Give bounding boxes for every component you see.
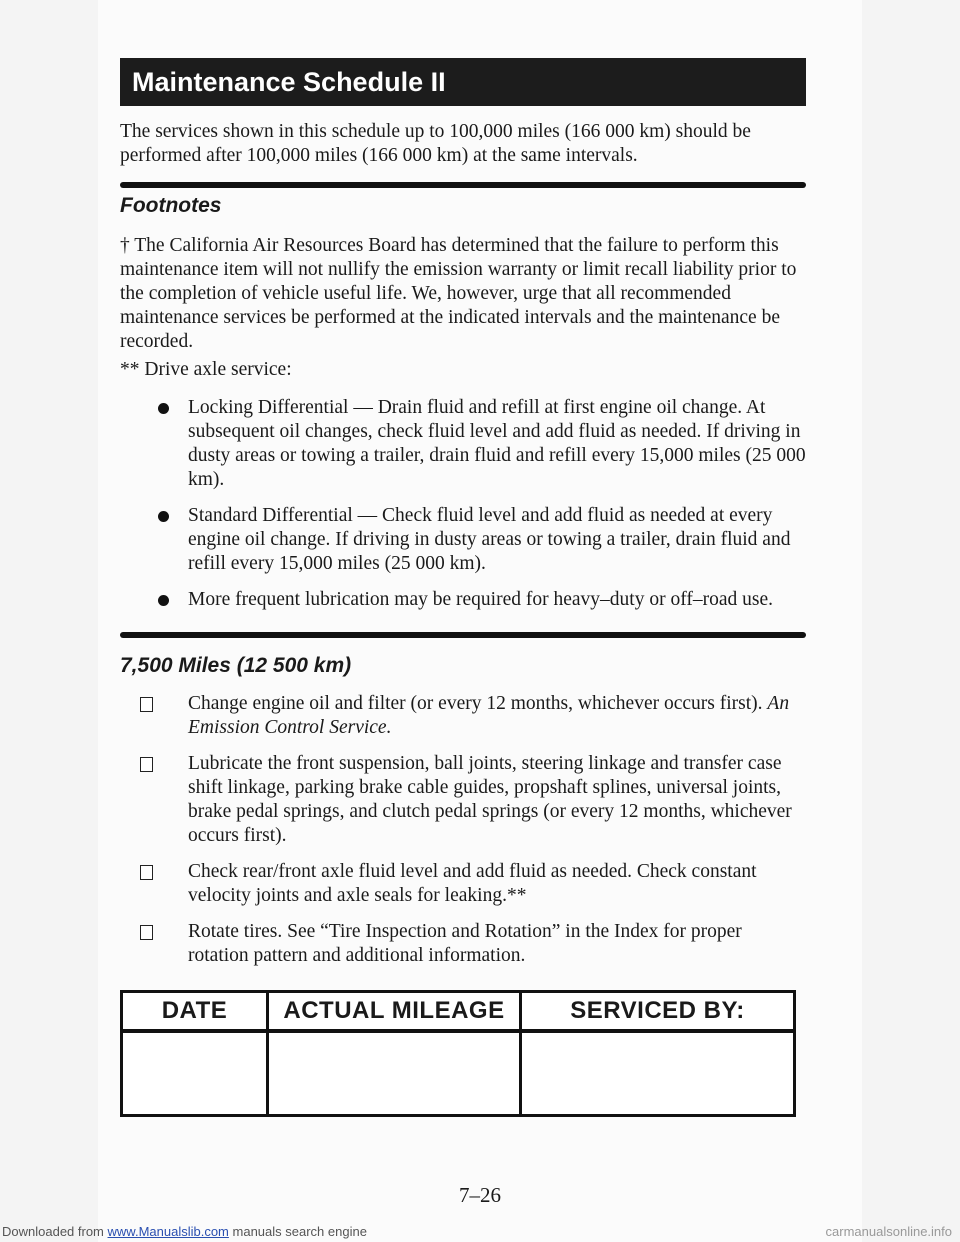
bullet-icon bbox=[158, 403, 169, 414]
checkbox-icon bbox=[140, 697, 153, 712]
bullet-icon bbox=[158, 511, 169, 522]
intro-paragraph: The services shown in this schedule up to 100,000 miles (166 000 km) should be performed after 100,000 miles (166 000 km) at the same intervals. bbox=[120, 121, 751, 166]
download-source bbox=[2, 1224, 367, 1239]
footer-suffix: manuals search engine bbox=[232, 1224, 367, 1239]
list-item bbox=[156, 504, 806, 576]
drive-axle-heading: ** Drive axle service: bbox=[120, 359, 292, 380]
bullet-text: Locking Differential — Drain fluid and refill at first engine oil change. At subsequent oil changes, check fluid level and add fluid as needed. If driving in dusty areas or towing a trailer, drain fluid and refill every 15,000 miles (25 000 km). bbox=[188, 397, 806, 490]
interval-heading: 7,500 Miles (12 500 km) bbox=[120, 654, 352, 677]
checklist-text: Check rear/front axle fluid level and add fluid as needed. Check constant velocity joints and axle seals for leaking.** bbox=[188, 861, 757, 906]
bullet-text: More frequent lubrication may be required for heavy–duty or off–road use. bbox=[188, 589, 773, 610]
serviced-by-cell bbox=[521, 1031, 795, 1116]
section-divider bbox=[120, 632, 806, 638]
bullet-icon bbox=[158, 595, 169, 606]
manualslib-link[interactable]: www.Manualslib.com bbox=[107, 1224, 229, 1239]
service-log-table bbox=[120, 990, 796, 1117]
mileage-column-header: ACTUAL MILEAGE bbox=[268, 992, 521, 1032]
download-footer bbox=[0, 1222, 960, 1242]
footnotes-heading: Footnotes bbox=[120, 194, 222, 217]
list-item bbox=[156, 396, 806, 492]
checkbox-icon bbox=[140, 925, 153, 940]
page-number: 7–26 bbox=[459, 1183, 501, 1207]
checklist-text: Rotate tires. See “Tire Inspection and Rotation” in the Index for proper rotation pattern and additional information. bbox=[188, 921, 742, 966]
dagger-footnote: † The California Air Resources Board has determined that the failure to perform this maintenance item will not nullify the emission warranty or limit recall liability prior to the completion of vehicle useful life. We, however, urge that all recommended maintenance services be performed at the indicated intervals and the maintenance be recorded. bbox=[120, 235, 797, 352]
checklist-text: Lubricate the front suspension, ball joints, steering linkage and transfer case shift linkage, parking brake cable guides, propshaft splines, universal joints, brake pedal springs, and clutch pedal springs (or every 12 months, whichever occurs first). bbox=[188, 753, 792, 846]
checklist-item bbox=[130, 752, 802, 848]
checkbox-icon bbox=[140, 865, 153, 880]
table-header-row bbox=[122, 992, 795, 1032]
serviced-by-column-header: SERVICED BY: bbox=[521, 992, 795, 1032]
checklist-text: Change engine oil and filter (or every 12 months, whichever occurs first). bbox=[188, 693, 763, 714]
date-column-header: DATE bbox=[122, 992, 268, 1032]
table-row bbox=[122, 1031, 795, 1116]
drive-axle-list bbox=[156, 396, 806, 624]
section-divider bbox=[120, 182, 806, 188]
date-cell bbox=[122, 1031, 268, 1116]
watermark: carmanualsonline.info bbox=[825, 1224, 952, 1239]
maintenance-checklist bbox=[130, 692, 802, 980]
checkbox-icon bbox=[140, 757, 153, 772]
footer-prefix: Downloaded from bbox=[2, 1224, 104, 1239]
page-title: Maintenance Schedule II bbox=[120, 58, 806, 106]
emission-service-note: An Emission Control Service. bbox=[188, 693, 790, 738]
checklist-item bbox=[130, 692, 802, 740]
checklist-item bbox=[130, 860, 802, 908]
list-item bbox=[156, 588, 806, 612]
mileage-cell bbox=[268, 1031, 521, 1116]
bullet-text: Standard Differential — Check fluid level and add fluid as needed at every engine oil change. If driving in dusty areas or towing a trailer, drain fluid and refill every 15,000 miles (25 000 km). bbox=[188, 505, 791, 574]
checklist-item bbox=[130, 920, 802, 968]
